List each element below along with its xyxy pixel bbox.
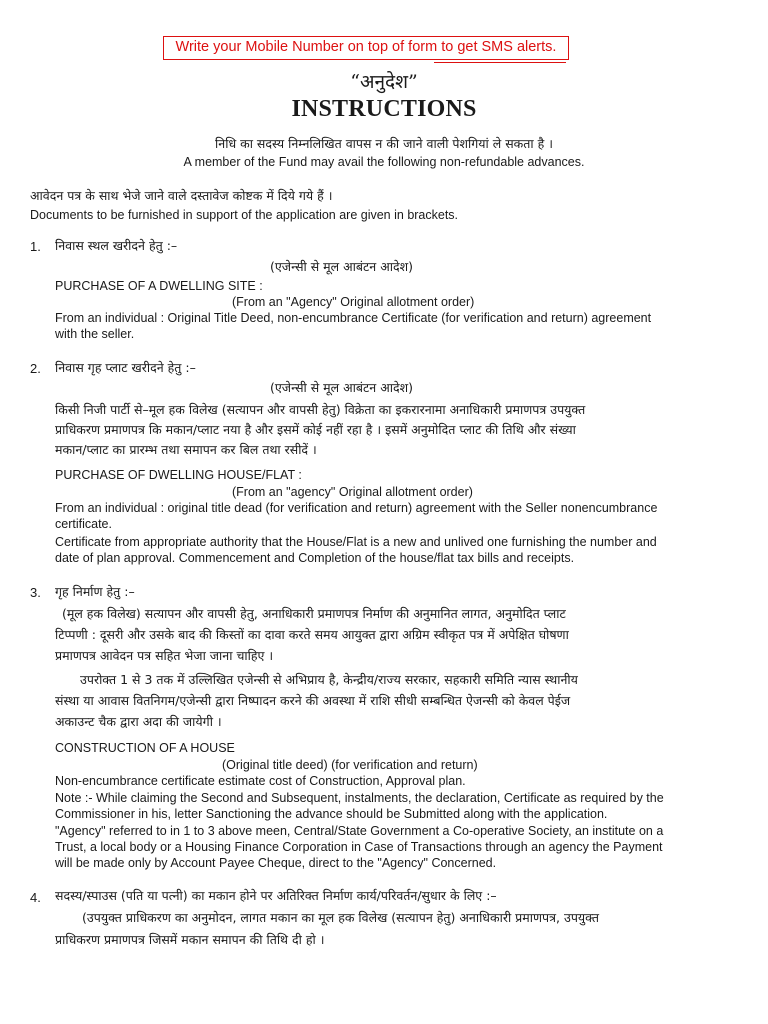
section-3-agency-english: (Original title deed) (for verification and return) xyxy=(222,758,478,772)
section-3-hindi-6: अकाउन्ट चैक द्वारा अदा की जायेगी । xyxy=(55,714,222,729)
section-2-text-2: certificate. xyxy=(55,517,112,531)
title-english: INSTRUCTIONS xyxy=(291,96,477,122)
section-4-hindi-1: (उपयुक्त प्राधिकरण का अनुमोदन, लागत मकान का मूल हक विलेख (सत्यापन हेतु) अनाधिकारी प्रमाणपत्र, उपयुक्त xyxy=(82,910,599,925)
section-4-heading-hindi: सदस्य/स्पाउस (पति या पत्नी) का मकान होने पर अतिरिक्त निर्माण कार्य/परिवर्तन/सुधार के लिए :– xyxy=(55,888,497,903)
section-3-hindi-5: संस्था या आवास वितनिगम/एजेन्सी द्वारा निष्पादन करने की अवस्था में राशि सीधी सम्बन्धित ऐजन्सी को केवल पेईज xyxy=(55,693,571,708)
section-2-number: 2. xyxy=(30,361,41,376)
section-3-text-1: Non-encumbrance certificate estimate cost of Construction, Approval plan. xyxy=(55,774,466,788)
section-2-text-1: From an individual : original title dead (for verification and return) agreement with the Seller nonencumbrance xyxy=(55,501,658,515)
section-2-agency-hindi: (एजेन्सी से मूल आबंटन आदेश) xyxy=(270,380,414,395)
section-3-hindi-3: प्रमाणपत्र आवेदन पत्र सहित भेजा जाना चाहिए । xyxy=(55,648,274,663)
section-3-hindi-2: टिप्पणी : दूसरी और उसके बाद की किस्तों का दावा करते समय आयुक्त द्वारा अग्रिम स्वीकृत पत्र में अपेक्षित घोषणा xyxy=(55,627,569,642)
section-1-heading-english: PURCHASE OF A DWELLING SITE : xyxy=(55,279,263,293)
section-2-hindi-3: मकान/प्लाट का प्रारम्भ तथा समापन कर बिल तथा रसीदें । xyxy=(55,442,317,457)
section-4-hindi-2: प्राधिकरण प्रमाणपत्र जिसमें मकान समापन की तिथि दी हो । xyxy=(55,932,325,947)
section-2-hindi-1: किसी निजी पार्टी से–मूल हक विलेख (सत्यापन और वापसी हेतु) विक्रेता का इकरारनामा अनाधिकारी प्रमाणपत्र उपयुक्त xyxy=(55,402,586,417)
section-3-text-6: will be made only by Account Payee Cheque, direct to the "Agency" Concerned. xyxy=(55,856,497,870)
section-3-text-3: Commissioner in his, letter Sanctioning the advance should be Submitted along with the application. xyxy=(55,807,608,821)
section-1-agency-english: (From an "Agency" Original allotment order) xyxy=(232,295,475,309)
section-3-hindi-4: उपरोक्त 1 से 3 तक में उल्लिखित एजेन्सी से अभिप्राय है, केन्द्रीय/राज्य सरकार, सहकारी समिति न्यास स्थानीय xyxy=(80,672,578,687)
section-1-heading-hindi: निवास स्थल खरीदने हेतु :– xyxy=(55,238,178,253)
section-2-heading-english: PURCHASE OF DWELLING HOUSE/FLAT : xyxy=(55,468,302,482)
section-3-text-4: "Agency" referred to in 1 to 3 above meen, Central/State Government a Co-operative Society, an institute on a xyxy=(55,824,664,838)
section-2-text-4: date of plan approval. Commencement and Completion of the house/flat tax bills and receipts. xyxy=(55,551,575,565)
section-2-agency-english: (From an "agency" Original allotment order) xyxy=(232,485,473,499)
section-2-text-3: Certificate from appropriate authority that the House/Flat is a new and unlived one furnishing the number and xyxy=(55,535,657,549)
section-2-hindi-2: प्राधिकरण प्रमाणपत्र कि मकान/प्लाट नया है और इसमें कोई नहीं रहा है । इसमें अनुमोदित प्लाट की तिथि और संख्या xyxy=(55,422,576,437)
docs-note-english: Documents to be furnished in support of the application are given in brackets. xyxy=(30,208,459,222)
title-hindi: “अनुदेश” xyxy=(350,71,418,93)
section-3-heading-hindi: गृह निर्माण हेतु :– xyxy=(55,584,135,599)
sms-alert-text: Write your Mobile Number on top of form to get SMS alerts. xyxy=(175,39,557,55)
sms-alert-notice xyxy=(163,36,569,60)
section-1-text-2: with the seller. xyxy=(55,327,135,341)
section-2-heading-hindi: निवास गृह प्लाट खरीदने हेतु :– xyxy=(55,360,196,375)
section-1-number: 1. xyxy=(30,239,41,254)
section-3-number: 3. xyxy=(30,585,41,600)
notice-underline xyxy=(434,62,566,63)
section-3-text-2: Note :- While claiming the Second and Subsequent, instalments, the declaration, Certificate as required by the xyxy=(55,791,664,805)
docs-note-hindi: आवेदन पत्र के साथ भेजे जाने वाले दस्तावेज कोष्टक में दिये गये हैं । xyxy=(30,188,333,203)
section-1-agency-hindi: (एजेन्सी से मूल आबंटन आदेश) xyxy=(270,259,414,274)
section-4-number: 4. xyxy=(30,890,41,905)
section-3-heading-english: CONSTRUCTION OF A HOUSE xyxy=(55,741,235,755)
section-1-text-1: From an individual : Original Title Deed, non-encumbrance Certificate (for verification and return) agreement xyxy=(55,311,652,325)
intro-hindi: निधि का सदस्य निम्नलिखित वापस न की जाने वाली पेशगियां ले सकता है । xyxy=(215,136,553,151)
section-3-hindi-1: (मूल हक विलेख) सत्यापन और वापसी हेतु, अनाधिकारी प्रमाणपत्र निर्माण की अनुमानित लागत, अनुमोदित प्लाट xyxy=(62,606,566,621)
intro-english: A member of the Fund may avail the following non-refundable advances. xyxy=(183,155,585,169)
section-3-text-5: Trust, a local body or a Housing Finance Corporation in Case of Transactions through an agency the Payment xyxy=(55,840,663,854)
